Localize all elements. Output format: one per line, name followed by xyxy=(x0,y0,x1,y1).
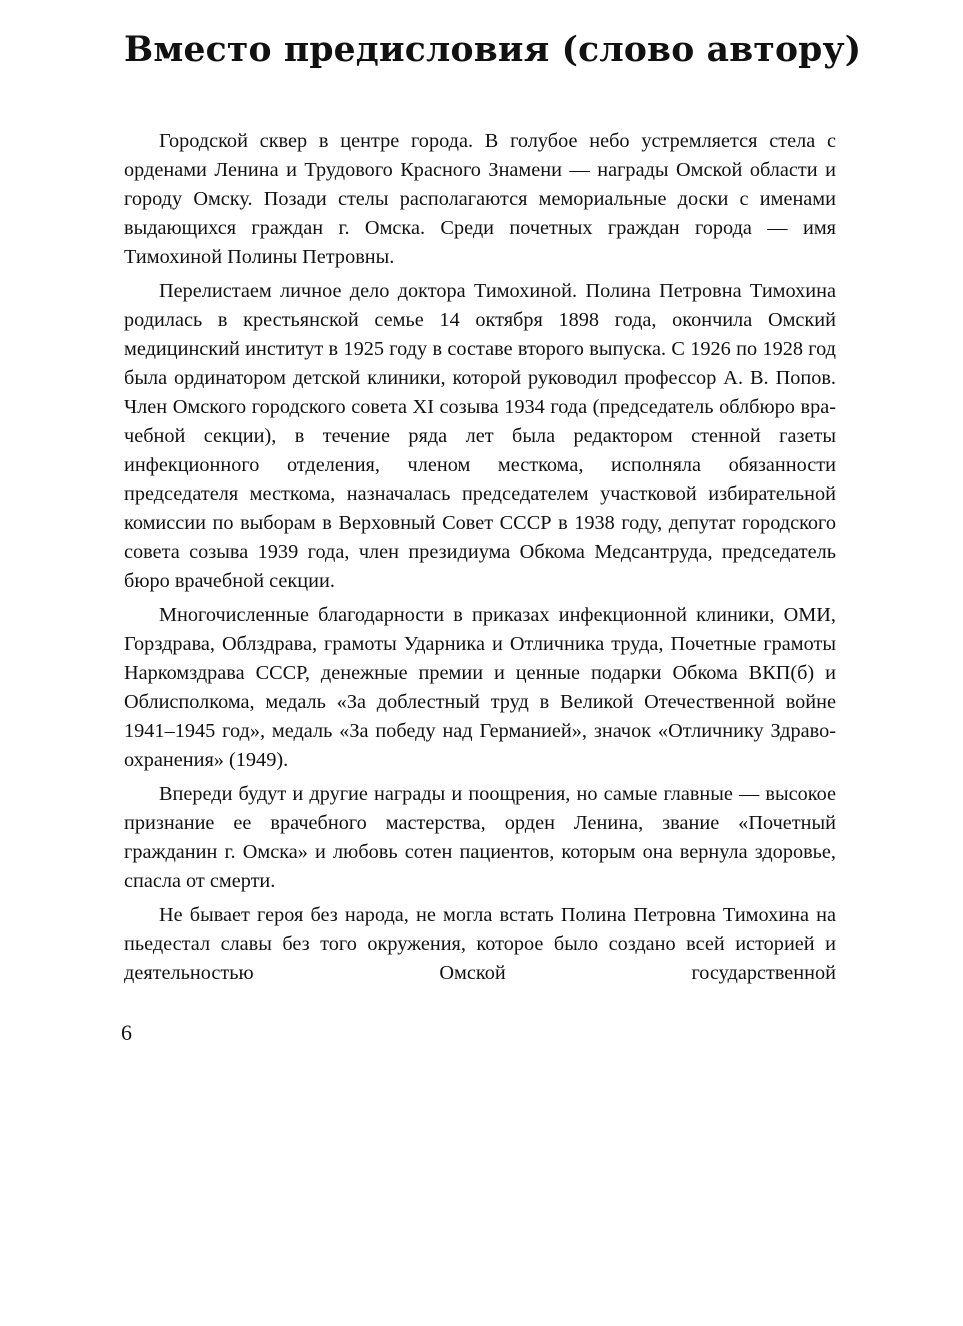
paragraph-1: Городской сквер в центре города. В голубое небо устремляется стела с орденами Ленина и Трудового Красного Знамени — награды Омской области и городу Омску. Позади стелы располагаются мемориальные доски с именами выдающихся граждан г. Омска. Среди почетных граждан города — имя Тимохиной Полины Петровны. xyxy=(124,130,836,268)
body-text xyxy=(124,127,836,993)
paragraph-5: Не бывает героя без народа, не могла встать Полина Петровна Тимохина на пьедестал славы без того окружения, которое было создано всей историей и деятельностью Омской государственной xyxy=(124,904,836,984)
paragraph-4: Впереди будут и другие награды и поощрения, но самые главные — высокое признание ее врачебного мастерства, орден Ленина, звание «Почетный гражданин г. Омска» и любовь сотен пациентов, которым она вернула здоровье, спасла от смерти. xyxy=(124,783,836,892)
chapter-title: Вместо предисловия (слово автору) xyxy=(124,30,862,70)
paragraph-2: Перелистаем личное дело доктора Тимохиной. Полина Петровна Тимохина родилась в крестьянской семье 14 октября 1898 года, окончила Омский медицинский институт в 1925 году в составе второго выпуска. С 1926 по 1928 год была ординатором детской клиники, которой руководил профессор А. В. Попов. Член Омского городского совета XI созыва 1934 года (председатель облбюро врачебной секции), в течение ряда лет была редактором стенной газеты инфекционного отделения, членом месткома, исполняла обязанности председателя месткома, назначалась председателем участковой избирательной комиссии по выборам в Верховный Совет СССР в 1938 году, депутат городского совета созыва 1939 года, член президиума Обкома Медсантруда, председатель бюро врачебной секции. xyxy=(124,280,836,592)
page-number: 6 xyxy=(121,1020,132,1045)
paragraph-3: Многочисленные благодарности в приказах инфекционной клиники, ОМИ, Горздрава, Облздрава, грамоты Ударника и Отличника труда, Почетные грамоты Наркомздрава СССР, денежные премии и ценные подарки Обкома ВКП(б) и Облисполкома, медаль «За доблестный труд в Великой Отечественной войне 1941–1945 год», медаль «За победу над Германией», значок «Отличнику Здравоохранения» (1949). xyxy=(124,604,836,771)
